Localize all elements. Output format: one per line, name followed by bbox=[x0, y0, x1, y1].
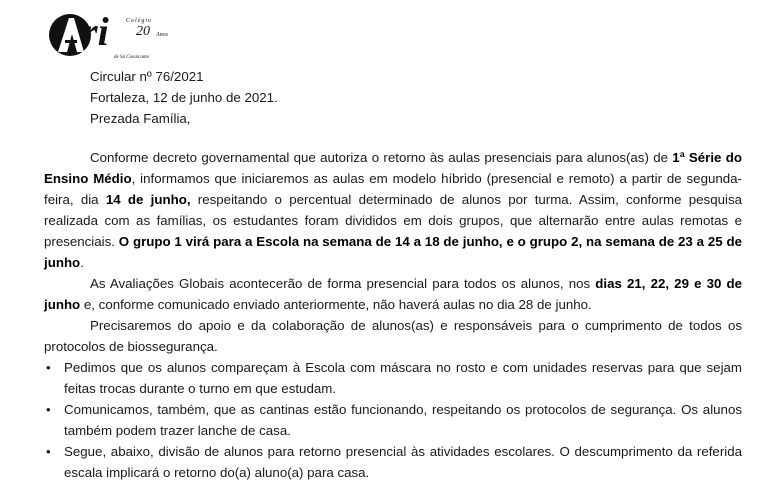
logo-wordmark: ri bbox=[82, 9, 109, 54]
p1-bold-date: 14 de junho, bbox=[105, 192, 191, 207]
paragraph-decree bbox=[44, 147, 742, 273]
school-logo bbox=[48, 9, 178, 60]
bullet-icon: • bbox=[46, 402, 51, 417]
circular-document bbox=[44, 66, 742, 483]
logo-anniversary-unit: Anos bbox=[156, 32, 168, 38]
paragraph-evaluations bbox=[44, 273, 742, 315]
p2-text: As Avaliações Globais acontecerão de forma presencial para todos os alunos, nos bbox=[90, 276, 596, 291]
logo-anniversary: 20 bbox=[136, 24, 150, 39]
bullet-icon: • bbox=[46, 360, 51, 375]
bullet-item bbox=[44, 357, 742, 399]
bullet-text: Pedimos que os alunos compareçam à Escola com máscara no rosto e com unidades reservas para que sejam feitas trocas durante o turno em que estudam. bbox=[64, 360, 742, 396]
p1-bold-groups: O grupo 1 virá para a Escola na semana de 14 a 18 de junho, e o grupo 2, na semana de 23 a 25 de junho bbox=[44, 234, 742, 270]
logo-tagline: de Sá Cavalcante bbox=[114, 55, 149, 60]
bullet-icon: • bbox=[46, 444, 51, 459]
p1-text: Conforme decreto governamental que autoriza o retorno às aulas presenciais para alunos(as) de bbox=[90, 150, 673, 165]
bullet-item bbox=[44, 399, 742, 441]
bullet-text: Comunicamos, também, que as cantinas estão funcionando, respeitando os protocolos de segurança. Os alunos também podem trazer lanche de casa. bbox=[64, 402, 742, 438]
p1-text: . bbox=[80, 255, 84, 270]
p2-bold-dates: dias 21, 22, 29 e 30 de junho bbox=[44, 276, 742, 312]
date-line: Fortaleza, 12 de junho de 2021. bbox=[90, 90, 278, 105]
logo-colegio: Colégio bbox=[126, 18, 152, 24]
greeting: Prezada Família, bbox=[90, 111, 191, 126]
p1-text: , informamos que iniciaremos as aulas em modelo híbrido (presencial e remoto) a partir de segunda-feira, dia bbox=[44, 171, 742, 207]
paragraph-biosafety: Precisaremos do apoio e da colaboração de alunos(as) e responsáveis para o cumprimento de todos os protocolos de biossegurança. bbox=[44, 318, 742, 354]
circular-number: Circular nº 76/2021 bbox=[90, 69, 204, 84]
p1-bold-series: 1ª Série do Ensino Médio bbox=[44, 150, 743, 186]
bullet-text: Segue, abaixo, divisão de alunos para retorno presencial às atividades escolares. O descumprimento da referida escala implicará o retorno do(a) aluno(a) para casa. bbox=[64, 444, 742, 480]
bullet-item bbox=[44, 441, 742, 483]
p1-text: respeitando o percentual determinado de alunos por turma. Assim, conforme pesquisa realizada com as famílias, os estudantes foram divididos em dois grupos, que alternarão entre aulas remotas e presenciais. bbox=[44, 192, 742, 249]
p2-text: e, conforme comunicado enviado anteriormente, não haverá aulas no dia 28 de junho. bbox=[80, 297, 592, 312]
